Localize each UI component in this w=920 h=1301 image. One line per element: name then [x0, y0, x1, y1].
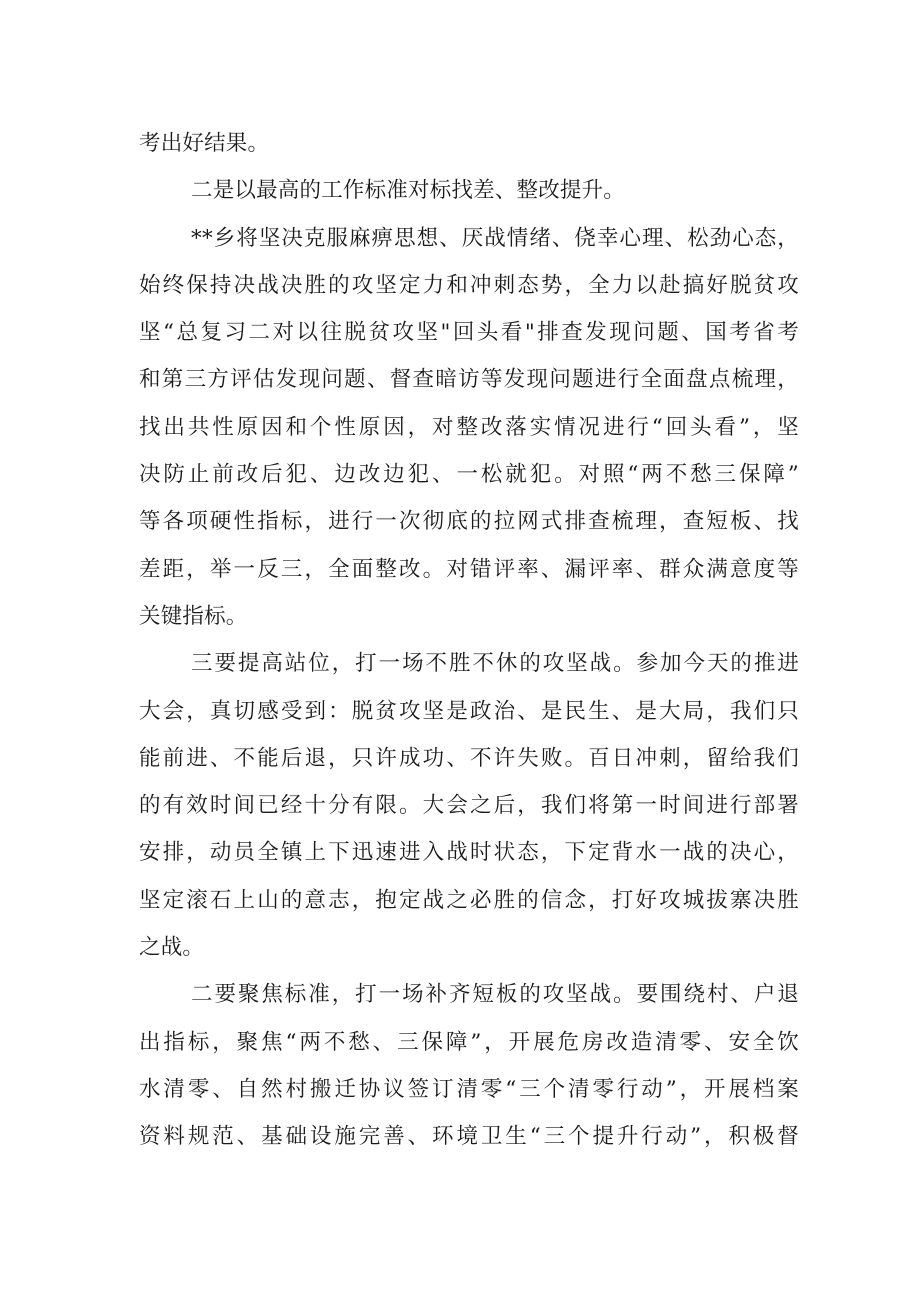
- text-line: 资料规范、基础设施完善、环境卫生“三个提升行动”，积极督: [139, 1124, 799, 1150]
- text-line: 出指标，聚焦“两不愁、三保障”，开展危房改造清零、安全饮: [139, 1029, 799, 1055]
- body-text: [139, 120, 799, 1161]
- text-line: 坚定滚石上山的意志，抱定战之必胜的信念，打好攻城拔寨决胜: [139, 887, 799, 913]
- text-line: 差距，举一反三，全面整改。对错评率、漏评率、群众满意度等: [139, 556, 799, 582]
- text-line: 等各项硬性指标，进行一次彻底的拉网式排查梳理，查短板、找: [139, 509, 799, 535]
- text-line: 坚“总复习二对以往脱贫攻坚"回头看"排查发现问题、国考省考: [139, 320, 799, 346]
- text-line: 关键指标。: [139, 603, 248, 629]
- text-line: 大会，真切感受到：脱贫攻坚是政治、是民生、是大局，我们只: [139, 698, 799, 724]
- text-line: **乡将坚决克服麻痹思想、厌战情绪、侥幸心理、松劲心态，: [191, 225, 799, 251]
- text-line: 始终保持决战决胜的攻坚定力和冲刺态势，全力以赴搞好脱贫攻: [139, 272, 799, 298]
- paragraph-heading: 二是以最高的工作标准对标找差、整改提升。: [191, 178, 626, 204]
- text-line: 二要聚焦标准，打一场补齐短板的攻坚战。要围绕村、户退: [191, 982, 799, 1008]
- text-line: 决防止前改后犯、边改边犯、一松就犯。对照“两不愁三保障”: [139, 462, 799, 488]
- text-line: 能前进、不能后退，只许成功、不许失败。百日冲刺，留给我们: [139, 745, 799, 771]
- text-line: 和第三方评估发现问题、督查暗访等发现问题进行全面盘点梳理，: [139, 367, 799, 393]
- text-line: 找出共性原因和个性原因，对整改落实情况进行“回头看”，坚: [139, 414, 799, 440]
- text-line: 之战。: [139, 935, 205, 961]
- text-line: 的有效时间已经十分有限。大会之后，我们将第一时间进行部署: [139, 793, 799, 819]
- text-line: 安排，动员全镇上下迅速进入战时状态，下定背水一战的决心，: [139, 840, 799, 866]
- text-line: 三要提高站位，打一场不胜不休的攻坚战。参加今天的推进: [191, 651, 799, 677]
- text-line: 考出好结果。: [139, 131, 270, 156]
- text-line: 水清零、自然村搬迁协议签订清零“三个清零行动”，开展档案: [139, 1076, 799, 1102]
